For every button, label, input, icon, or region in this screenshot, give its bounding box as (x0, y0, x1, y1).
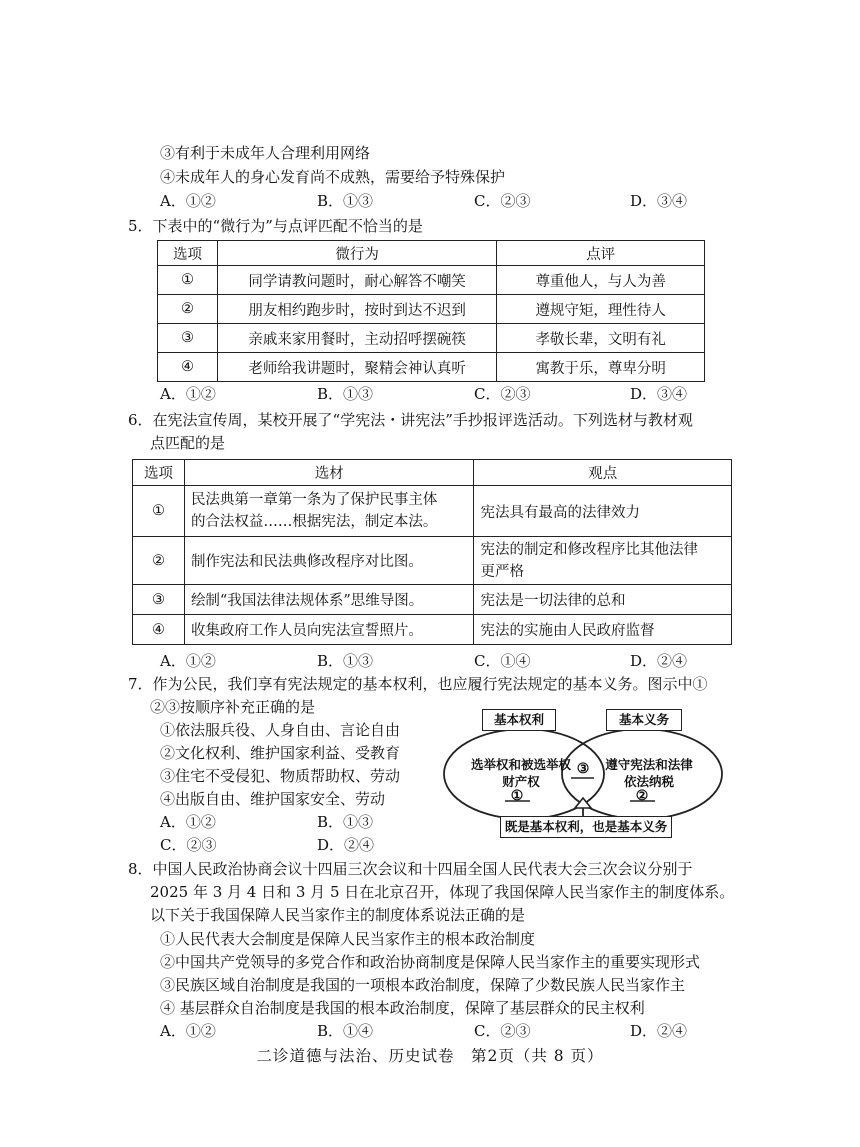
table-row (158, 324, 705, 353)
q8-stem-line1: 8．中国人民政治协商会议十四届三次会议和十四届全国人民代表大会三次会议分别于 (128, 860, 693, 878)
q7-statement-4: ④出版自由、维护国家安全、劳动 (160, 790, 386, 808)
option-c: C．②③ (474, 192, 531, 210)
duties-label-box: 基本义务 (606, 709, 682, 731)
row-number: ① (158, 266, 218, 295)
q7-statement-2: ②文化权利、维护国家利益、受教育 (160, 744, 401, 762)
page-footer: 二诊道德与法治、历史试卷 第2页（共 8 页） (256, 1047, 604, 1065)
view-cell: 宪法是一切法律的总和 (474, 585, 732, 615)
q8-stem-line2: 2025 年 3 月 4 日和 3 月 5 日在北京召开，体现了我国保障人民当家作主的制度体系。 (150, 883, 735, 901)
behavior-cell: 亲戚来家用餐时，主动招呼摆碗筷 (217, 324, 496, 353)
comment-cell: 孝敬长辈，文明有礼 (497, 324, 705, 353)
header-view: 观点 (474, 460, 732, 486)
rights-duties-venn-diagram (440, 702, 730, 842)
table-row (158, 295, 705, 324)
behavior-cell: 老师给我讲题时，聚精会神认真听 (217, 353, 496, 382)
behavior-cell: 同学请教问题时，耐心解答不嘲笑 (217, 266, 496, 295)
q8-options (160, 1021, 720, 1041)
rights-line: 选举权和被选举权 (470, 757, 571, 772)
q7-statement-3: ③住宅不受侵犯、物质帮助权、劳动 (160, 767, 401, 785)
view-cell (474, 537, 732, 585)
table-row (133, 486, 732, 537)
option-c: C．②③ (160, 836, 217, 854)
header-behavior: 微行为 (217, 241, 496, 266)
table-row (158, 353, 705, 382)
q4-statement-4: ④未成年人的身心发育尚不成熟，需要给予特殊保护 (160, 168, 506, 186)
option-d: D．③④ (630, 192, 688, 210)
table-row (133, 585, 732, 615)
view-cell: 宪法具有最高的法律效力 (474, 486, 732, 537)
q8-statement-1: ①人民代表大会制度是保障人民当家作主的根本政治制度 (160, 930, 536, 948)
rights-line: 财产权 (502, 774, 540, 789)
row-number: ② (133, 537, 185, 585)
q5-table (157, 240, 705, 382)
q7-stem-line2: ②③按顺序补充正确的是 (150, 698, 316, 716)
comment-cell: 寓教于乐，尊卑分明 (497, 353, 705, 382)
duties-line: 依法纳税 (623, 774, 674, 789)
option-d: D．②④ (630, 652, 688, 670)
view-line: 更严格 (480, 563, 524, 580)
table-row (133, 537, 732, 585)
q7-statement-1: ①依法服兵役、人身自由、言论自由 (160, 721, 401, 739)
option-c: C．①④ (474, 652, 531, 670)
option-b: B．①③ (317, 652, 374, 670)
view-line: 宪法的制定和修改程序比其他法律 (480, 541, 698, 558)
behavior-cell: 朋友相约跑步时，按时到达不迟到 (217, 295, 496, 324)
row-number: ④ (158, 353, 218, 382)
q6-table (132, 459, 732, 645)
q7-options-row2 (160, 835, 420, 855)
q8-statement-2: ②中国共产党领导的多党合作和政治协商制度是保障人民当家作主的重要实现形式 (160, 953, 701, 971)
q8-statement-4: ④ 基层群众自治制度是我国的根本政治制度，保障了基层群众的民主权利 (160, 999, 645, 1017)
blank-marker-1: ① (510, 788, 524, 804)
option-d: D．②④ (317, 836, 375, 854)
q7-stem-line1: 7．作为公民，我们享有宪法规定的基本权利，也应履行宪法规定的基本义务。图示中① (128, 675, 708, 693)
header-option: 选项 (133, 460, 185, 486)
option-b: B．①③ (317, 813, 374, 831)
view-cell: 宪法的实施由人民政府监督 (474, 615, 732, 645)
row-number: ① (133, 486, 185, 537)
q5-options (160, 384, 720, 404)
duties-content (590, 756, 708, 790)
material-cell: 制作宪法和民法典修改程序对比图。 (184, 537, 474, 585)
table-header-row (133, 460, 732, 486)
q6-options (160, 651, 720, 671)
material-cell: 收集政府工作人员向宪法宣誓照片。 (184, 615, 474, 645)
option-a: A．①② (160, 192, 216, 210)
blank-marker-2: ② (635, 788, 649, 804)
row-number: ② (158, 295, 218, 324)
material-line: 民法典第一章第一条为了保护民事主体 (190, 492, 438, 508)
option-a: A．①② (160, 385, 216, 403)
row-number: ④ (133, 615, 185, 645)
comment-cell: 尊重他人，与人为善 (497, 266, 705, 295)
q4-options (160, 191, 720, 211)
material-line: 的合法权益……根据宪法，制定本法。 (190, 514, 438, 530)
blank-marker-3: ③ (576, 761, 590, 777)
q8-statement-3: ③民族区域自治制度是我国的一项根本政治制度，保障了少数民族人民当家作主 (160, 976, 686, 994)
option-b: B．①③ (317, 192, 374, 210)
both-label-box: 既是基本权利，也是基本义务 (500, 816, 672, 838)
option-c: C．②③ (474, 385, 531, 403)
table-header-row (158, 241, 705, 266)
option-b: B．①③ (317, 385, 374, 403)
header-option: 选项 (158, 241, 218, 266)
q4-statement-3: ③有利于未成年人合理利用网络 (160, 144, 371, 162)
header-material: 选材 (184, 460, 474, 486)
rights-content (462, 756, 580, 790)
option-b: B．①④ (317, 1022, 374, 1040)
option-a: A．①② (160, 1022, 216, 1040)
q6-stem-line2: 点匹配的是 (150, 434, 226, 452)
material-cell: 绘制“我国法律法规体系”思维导图。 (184, 585, 474, 615)
row-number: ③ (133, 585, 185, 615)
option-c: C．②③ (474, 1022, 531, 1040)
table-row (158, 266, 705, 295)
duties-line: 遵守宪法和法律 (605, 757, 693, 772)
header-comment: 点评 (497, 241, 705, 266)
q6-stem-line1: 6．在宪法宣传周，某校开展了“学宪法・讲宪法”手抄报评选活动。下列选材与教材观 (128, 411, 693, 429)
comment-cell: 遵规守矩，理性待人 (497, 295, 705, 324)
option-a: A．①② (160, 652, 216, 670)
option-d: D．②④ (630, 1022, 688, 1040)
table-row (133, 615, 732, 645)
material-cell (184, 486, 474, 537)
q7-options-row1 (160, 812, 420, 832)
option-d: D．③④ (630, 385, 688, 403)
rights-label-box: 基本权利 (482, 709, 556, 731)
q8-stem-line3: 以下关于我国保障人民当家作主的制度体系说法正确的是 (150, 906, 526, 924)
option-a: A．①② (160, 813, 216, 831)
row-number: ③ (158, 324, 218, 353)
q5-stem: 5．下表中的“微行为”与点评匹配不恰当的是 (128, 217, 423, 235)
